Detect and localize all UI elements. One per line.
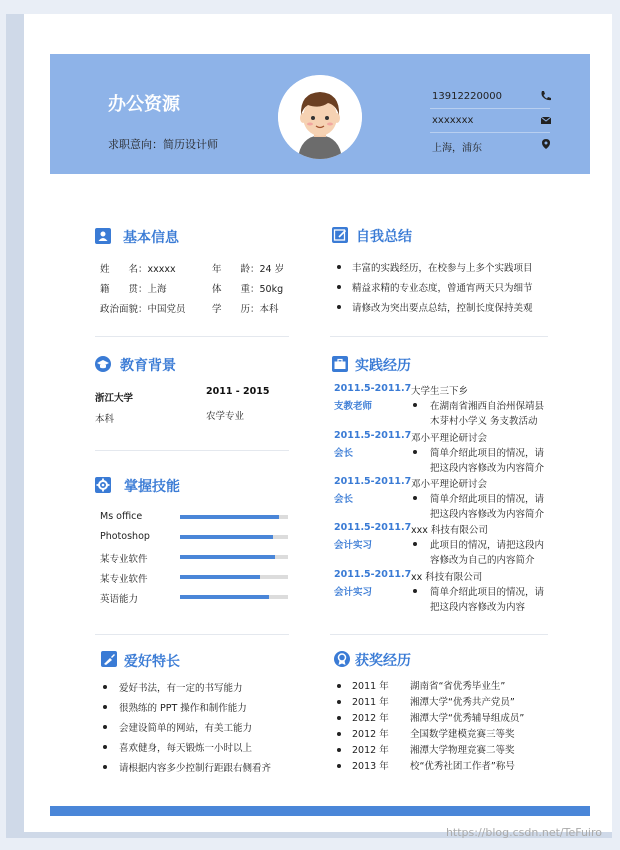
- practice-date: 2011.5-2011.7: [334, 522, 412, 533]
- divider: [330, 634, 548, 635]
- gear-icon: [95, 477, 111, 493]
- bullet: [413, 450, 417, 454]
- practice-desc: 木芽村小学义 务支教活动: [430, 416, 538, 427]
- practice-role: 会计实习: [334, 587, 373, 598]
- contact-email: [430, 112, 550, 133]
- practice-date: 2011.5-2011.7: [334, 569, 412, 580]
- bullet: [337, 305, 341, 309]
- practice-desc: 把这段内容修改为内容简介: [430, 509, 545, 520]
- section-title-skills: 掌握技能: [124, 479, 180, 495]
- section-title-summary: 自我总结: [356, 229, 412, 245]
- section-title-awards: 获奖经历: [355, 653, 411, 669]
- award-text: 全国数学建模竞赛三等奖: [410, 729, 515, 740]
- location-pin-icon: [540, 138, 552, 150]
- basic-origin: 籍 贯：上海: [100, 284, 167, 295]
- skill-name: 某专业软件: [100, 574, 148, 585]
- award-year: 2013 年: [352, 761, 389, 772]
- bullet: [103, 765, 107, 769]
- bullet: [337, 748, 341, 752]
- award-year: 2011 年: [352, 681, 389, 692]
- award-medal-icon: [334, 651, 350, 667]
- brush-icon: [101, 651, 117, 667]
- hobby-item: 喜欢健身，每天锻炼一小时以上: [119, 743, 253, 754]
- graduation-cap-icon: [95, 356, 111, 372]
- skill-bar-fill: [180, 555, 275, 559]
- award-year: 2012 年: [352, 713, 389, 724]
- practice-org: 大学生三下乡: [411, 386, 469, 397]
- bullet: [103, 745, 107, 749]
- contact-phone: [430, 88, 550, 109]
- award-year: 2012 年: [352, 729, 389, 740]
- avatar-cartoon-icon: [278, 75, 362, 159]
- bullet: [103, 705, 107, 709]
- footer-bar: [50, 806, 590, 816]
- person-card-icon: [95, 228, 111, 244]
- divider: [95, 336, 289, 337]
- basic-age: 年 龄：24 岁: [212, 264, 285, 275]
- bullet: [413, 496, 417, 500]
- skill-bar-fill: [180, 535, 273, 539]
- avatar: [278, 75, 362, 159]
- bullet: [413, 403, 417, 407]
- bullet: [337, 285, 341, 289]
- basic-weight: 体 重：50kg: [212, 284, 284, 295]
- skill-bar: [180, 595, 288, 599]
- bullet: [103, 685, 107, 689]
- basic-name: 姓 名：xxxxx: [100, 264, 176, 275]
- divider: [95, 634, 289, 635]
- skill-name: Photoshop: [100, 531, 150, 542]
- skill-name: 某专业软件: [100, 554, 148, 565]
- skill-bar-fill: [180, 595, 269, 599]
- award-text: 校“优秀社团工作者”称号: [410, 761, 515, 772]
- practice-org: 邓小平理论研讨会: [411, 433, 488, 444]
- divider: [330, 336, 548, 337]
- practice-desc: 把这段内容修改为内容: [430, 602, 526, 613]
- location-text: 上海，浦东: [432, 143, 482, 154]
- candidate-name: 办公资源: [108, 94, 180, 115]
- watermark: https://blog.csdn.net/TeFuiro: [445, 826, 602, 839]
- practice-desc: 容修改为自己的内容简介: [430, 555, 535, 566]
- award-text: 湖南省“省优秀毕业生”: [410, 681, 506, 692]
- practice-role: 支教老师: [334, 401, 373, 412]
- bullet: [337, 764, 341, 768]
- practice-desc: 此项目的情况，请把这段内: [430, 540, 545, 551]
- contact-location: [430, 136, 550, 156]
- mail-icon: [540, 114, 552, 126]
- bullet: [337, 265, 341, 269]
- basic-politics: 政治面貌：中国党员: [100, 304, 186, 315]
- bullet: [337, 684, 341, 688]
- hobby-item: 爱好书法，有一定的书写能力: [119, 683, 243, 694]
- bullet: [337, 716, 341, 720]
- phone-icon: [540, 90, 552, 102]
- practice-desc: 简单介绍此项目的情况，请: [430, 587, 545, 598]
- hobby-item: 请根据内容多少控制行距跟右侧看齐: [119, 763, 272, 774]
- basic-degree: 学 历：本科: [212, 304, 279, 315]
- practice-date: 2011.5-2011.7: [334, 383, 412, 394]
- edit-icon: [332, 227, 348, 243]
- edu-period: 2011 - 2015: [206, 386, 270, 397]
- award-year: 2012 年: [352, 745, 389, 756]
- edu-level: 本科: [95, 414, 115, 425]
- practice-role: 会长: [334, 448, 354, 459]
- divider: [95, 450, 289, 451]
- skill-bar-fill: [180, 515, 279, 519]
- summary-item: 精益求精的专业态度，曾通宵两天只为细节: [352, 283, 533, 294]
- practice-desc: 简单介绍此项目的情况，请: [430, 494, 545, 505]
- practice-org: xx 科技有限公司: [411, 572, 483, 583]
- section-title-education: 教育背景: [120, 358, 176, 374]
- practice-role: 会长: [334, 494, 354, 505]
- practice-desc: 在湖南省湘西自治州保靖县: [430, 401, 545, 412]
- practice-desc: 把这段内容修改为内容简介: [430, 463, 545, 474]
- edu-school: 浙江大学: [95, 393, 134, 404]
- section-title-basic: 基本信息: [123, 230, 179, 246]
- bullet: [413, 542, 417, 546]
- section-title-hobbies: 爱好特长: [124, 654, 180, 670]
- award-text: 湘潭大学“优秀辅导组成员”: [410, 713, 525, 724]
- award-text: 湘潭大学物理竞赛二等奖: [410, 745, 515, 756]
- section-title-practice: 实践经历: [355, 358, 411, 374]
- phone-text: 13912220000: [432, 91, 502, 102]
- practice-org: 邓小平理论研讨会: [411, 479, 488, 490]
- bullet: [103, 725, 107, 729]
- skill-bar: [180, 515, 288, 519]
- briefcase-icon: [332, 356, 348, 372]
- practice-date: 2011.5-2011.7: [334, 430, 412, 441]
- award-text: 湘潭大学“优秀共产党员”: [410, 697, 515, 708]
- award-year: 2011 年: [352, 697, 389, 708]
- edu-major: 农学专业: [206, 411, 245, 422]
- job-intent: 求职意向：简历设计师: [108, 138, 218, 151]
- email-text: xxxxxxx: [432, 115, 474, 126]
- practice-role: 会计实习: [334, 540, 373, 551]
- bullet: [337, 700, 341, 704]
- skill-name: 英语能力: [100, 594, 139, 605]
- hobby-item: 很熟练的 PPT 操作和制作能力: [119, 703, 247, 714]
- skill-bar: [180, 535, 288, 539]
- practice-org: xxx 科技有限公司: [411, 525, 488, 536]
- summary-item: 丰富的实践经历，在校参与上多个实践项目: [352, 263, 533, 274]
- skill-bar: [180, 555, 288, 559]
- bullet: [413, 589, 417, 593]
- skill-name: Ms office: [100, 511, 143, 522]
- practice-date: 2011.5-2011.7: [334, 476, 412, 487]
- hobby-item: 会建设简单的网站，有美工能力: [119, 723, 253, 734]
- skill-bar: [180, 575, 288, 579]
- practice-desc: 简单介绍此项目的情况，请: [430, 448, 545, 459]
- bullet: [337, 732, 341, 736]
- summary-item: 请修改为突出要点总结，控制长度保持美观: [352, 303, 533, 314]
- skill-bar-fill: [180, 575, 260, 579]
